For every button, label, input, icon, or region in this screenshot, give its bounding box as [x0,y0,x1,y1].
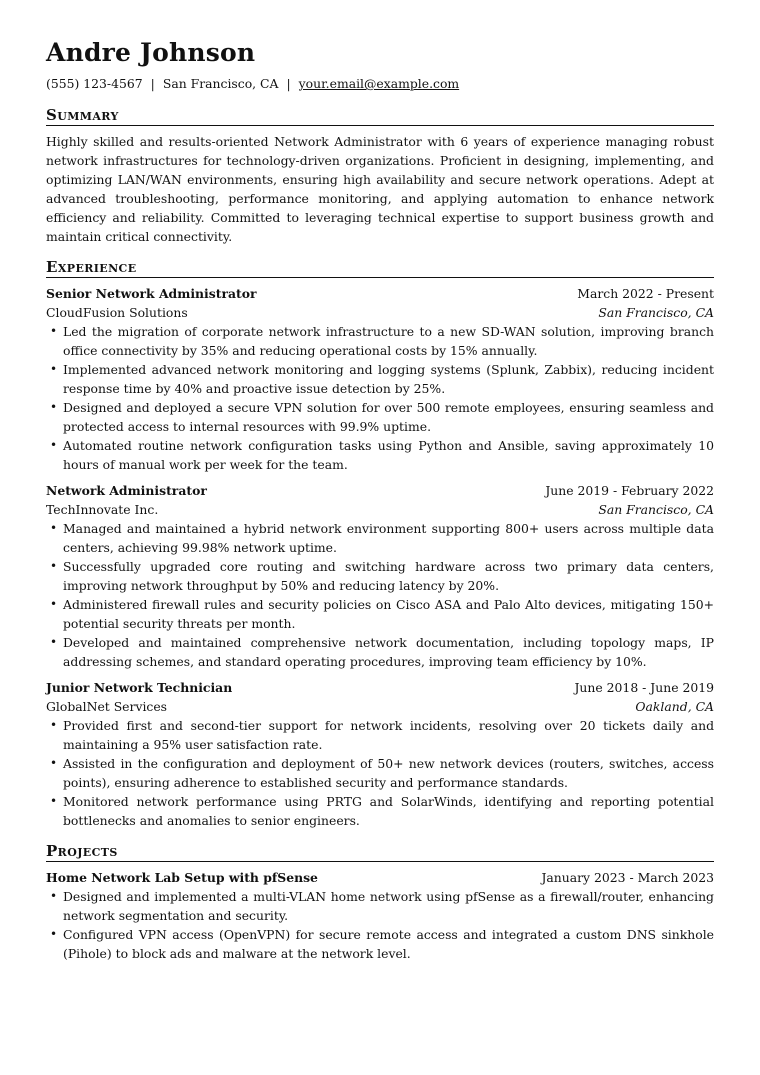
job-title: Network Administrator [46,483,207,498]
bullet-item: • Led the migration of corporate network infrastructure to a new SD-WAN solution, improving branch office connectivity by 35% and reducing operational costs by 15% annually. [63,322,714,360]
location: San Francisco, CA [162,76,279,91]
company-name: CloudFusion Solutions [46,305,188,320]
bullet-item: • Configured VPN access (OpenVPN) for secure remote access and integrated a custom DNS sinkhole (Pihole) to block ads and malware at the network level. [63,925,714,963]
project-name: Home Network Lab Setup with pfSense [46,870,318,885]
project-entry [46,868,714,963]
company-name: TechInnovate Inc. [46,502,159,517]
projects-section [46,842,714,963]
job-company-row [46,500,714,519]
bullet-item: • Managed and maintained a hybrid network environment supporting 800+ users across multiple data centers, achieving 99.98% network uptime. [63,519,714,557]
company-name: GlobalNet Services [46,699,168,714]
project-bullets [46,887,714,963]
bullet-item: • Automated routine network configuration tasks using Python and Ansible, saving approximately 10 hours of manual work per week for the team. [63,436,714,474]
bullet-item: • Implemented advanced network monitoring and logging systems (Splunk, Zabbix), reducing incident response time by 40% and proactive issue detection by 25%. [63,360,714,398]
job-bullets [46,322,714,474]
bullet-item: • Designed and deployed a secure VPN solution for over 500 remote employees, ensuring seamless and protected access to internal resources with 99.9% uptime. [63,398,714,436]
job-header-row [46,284,714,303]
bullet-item: • Successfully upgraded core routing and switching hardware across two primary data centers, improving network throughput by 50% and reducing latency by 20%. [63,557,714,595]
job-dates: June 2019 - February 2022 [545,483,714,498]
job-location: San Francisco, CA [598,305,714,320]
contact-separator: | [150,76,155,91]
job-bullets [46,519,714,671]
bullet-item: • Assisted in the configuration and deployment of 50+ new network devices (routers, switches, access points), ensuring adherence to established security and performance standards. [63,754,714,792]
job-location: Oakland, CA [635,699,714,714]
bullet-item: • Provided first and second-tier support for network incidents, resolving over 20 tickets daily and maintaining a 95% user satisfaction rate. [63,716,714,754]
job-entry [46,678,714,830]
job-bullets [46,716,714,830]
bullet-item: • Monitored network performance using PRTG and SolarWinds, identifying and reporting potential bottlenecks and anomalies to senior engineers. [63,792,714,830]
bullet-item: • Developed and maintained comprehensive network documentation, including topology maps, IP addressing schemes, and standard operating procedures, improving team efficiency by 10%. [63,633,714,671]
contact-separator: | [286,76,291,91]
experience-heading: Experience [46,258,714,278]
job-dates: March 2022 - Present [577,286,714,301]
job-title: Junior Network Technician [46,680,233,695]
contact-line [46,76,714,92]
job-company-row [46,303,714,322]
projects-heading: Projects [46,842,714,862]
summary-section [46,106,714,246]
summary-text: Highly skilled and results-oriented Network Administrator with 6 years of experience managing robust network infrastructures for technology-driven organizations. Proficient in designing, implementing, and optimizing LAN/WAN environments, ensuring high availability and secure network operations. Adept at advanced troubleshooting, performance monitoring, and applying automation to enhance network efficiency and reliability. Committed to leveraging technical expertise to support business growth and maintain critical connectivity. [46,134,714,244]
job-header-row [46,481,714,500]
experience-section [46,258,714,830]
phone-number: (555) 123-4567 [46,76,143,91]
job-location: San Francisco, CA [598,502,714,517]
job-entry [46,284,714,474]
summary-heading: Summary [46,106,714,126]
project-header-row [46,868,714,887]
job-entry [46,481,714,671]
email-link[interactable]: your.email@example.com [298,76,460,91]
project-dates: January 2023 - March 2023 [541,870,714,885]
bullet-item: • Administered firewall rules and security policies on Cisco ASA and Palo Alto devices, mitigating 150+ potential security threats per month. [63,595,714,633]
bullet-item: • Designed and implemented a multi-VLAN home network using pfSense as a firewall/router, enhancing network segmentation and security. [63,887,714,925]
candidate-name: Andre Johnson [46,38,256,67]
job-company-row [46,697,714,716]
job-dates: June 2018 - June 2019 [574,680,714,695]
job-title: Senior Network Administrator [46,286,257,301]
job-header-row [46,678,714,697]
